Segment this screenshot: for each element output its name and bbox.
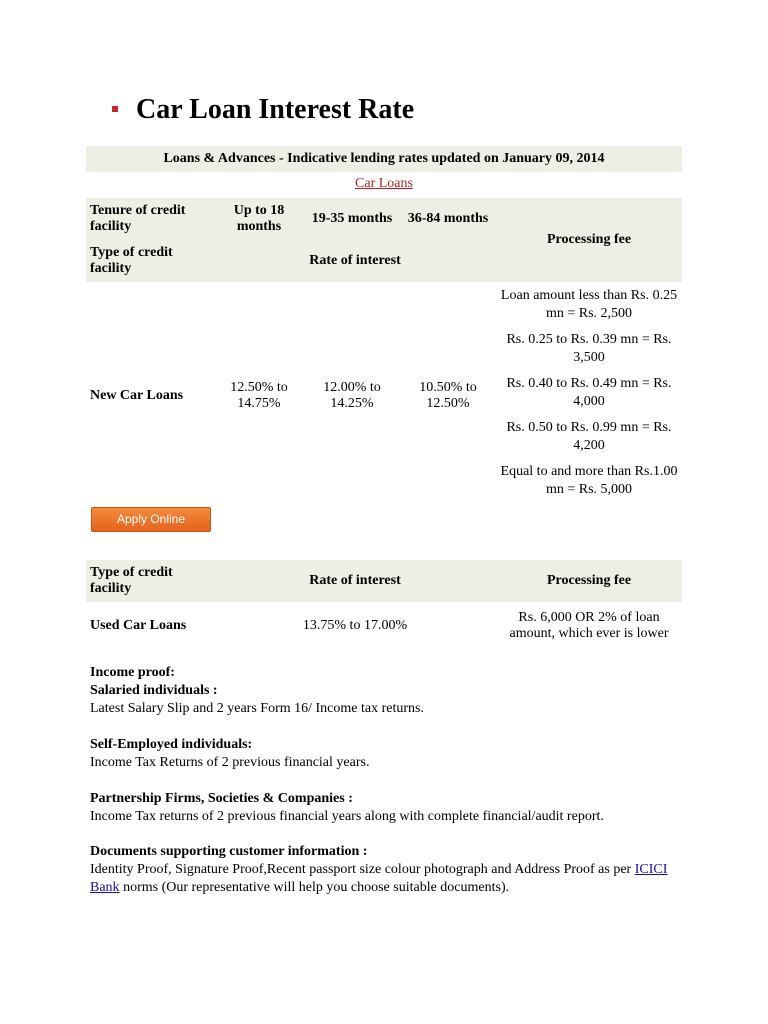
used-car-loans-table xyxy=(86,560,682,650)
rate-cell-2: 12.00% to 14.25% xyxy=(323,379,381,411)
self-employed-section xyxy=(90,736,690,772)
documents-text-after: norms (Our representative will help you choose suitable documents). xyxy=(119,880,510,895)
fee-line: Rs. 0.40 to Rs. 0.49 mn = Rs. 4,000 xyxy=(506,376,672,409)
apply-online-button[interactable]: Apply Online xyxy=(91,507,211,532)
rate-cell-1: 12.50% to 14.75% xyxy=(230,379,288,411)
processing-fee-header: Processing fee xyxy=(546,232,632,247)
rates-header: Loans & Advances - Indicative lending rates updated on January 09, 2014 xyxy=(86,146,682,172)
fee-list xyxy=(496,282,682,509)
rate-cell-3: 10.50% to 12.50% xyxy=(419,379,477,411)
new-car-loans-label: New Car Loans xyxy=(90,387,184,403)
fee-line: Equal to and more than Rs.1.00 mn = Rs. 5,000 xyxy=(500,464,678,497)
self-employed-text: Income Tax Returns of 2 previous financial years. xyxy=(90,755,370,770)
income-proof-heading: Income proof: xyxy=(90,665,175,680)
car-loans-link[interactable]: Car Loans xyxy=(355,176,413,191)
income-proof-section xyxy=(90,664,690,718)
partnership-text: Income Tax returns of 2 previous financial years along with complete financial/audit report. xyxy=(90,809,604,824)
used-car-loans-label: Used Car Loans xyxy=(90,618,187,633)
used-fee-cell: Rs. 6,000 OR 2% of loan amount, which ever is lower xyxy=(509,610,669,641)
type-label: Type of credit facility xyxy=(90,245,173,276)
documents-section xyxy=(90,843,690,897)
documents-heading: Documents supporting customer information : xyxy=(90,844,368,859)
used-rate-cell: 13.75% to 17.00% xyxy=(302,618,408,633)
self-employed-heading: Self-Employed individuals: xyxy=(90,737,253,752)
tenure-col-1: Up to 18 months xyxy=(233,203,285,234)
fee-line: Rs. 0.50 to Rs. 0.99 mn = Rs. 4,200 xyxy=(506,420,672,453)
page-title-text: Car Loan Interest Rate xyxy=(136,94,415,125)
icici-bank-link[interactable]: ICICI Bank xyxy=(90,862,668,895)
fee-line: Rs. 0.25 to Rs. 0.39 mn = Rs. 3,500 xyxy=(506,332,672,365)
fee-line: Loan amount less than Rs. 0.25 mn = Rs. 2,500 xyxy=(500,288,678,321)
salaried-text: Latest Salary Slip and 2 years Form 16/ Income tax returns. xyxy=(90,701,424,716)
bullet-icon xyxy=(112,106,118,112)
used-fee-header: Processing fee xyxy=(546,573,632,588)
new-car-loans-table xyxy=(86,198,682,509)
documents-text-before: Identity Proof, Signature Proof,Recent passport size colour photograph and Address Proof as per xyxy=(90,862,632,877)
page-title xyxy=(112,92,414,128)
used-type-label: Type of credit facility xyxy=(90,565,173,596)
tenure-label: Tenure of credit facility xyxy=(90,203,186,234)
rate-header: Rate of interest xyxy=(309,253,401,268)
salaried-heading: Salaried individuals : xyxy=(90,683,218,698)
used-rate-header: Rate of interest xyxy=(309,573,401,588)
partnership-section xyxy=(90,790,690,826)
tenure-col-3: 36-84 months xyxy=(407,211,489,226)
partnership-heading: Partnership Firms, Societies & Companies : xyxy=(90,791,353,806)
tenure-col-2: 19-35 months xyxy=(311,211,393,226)
